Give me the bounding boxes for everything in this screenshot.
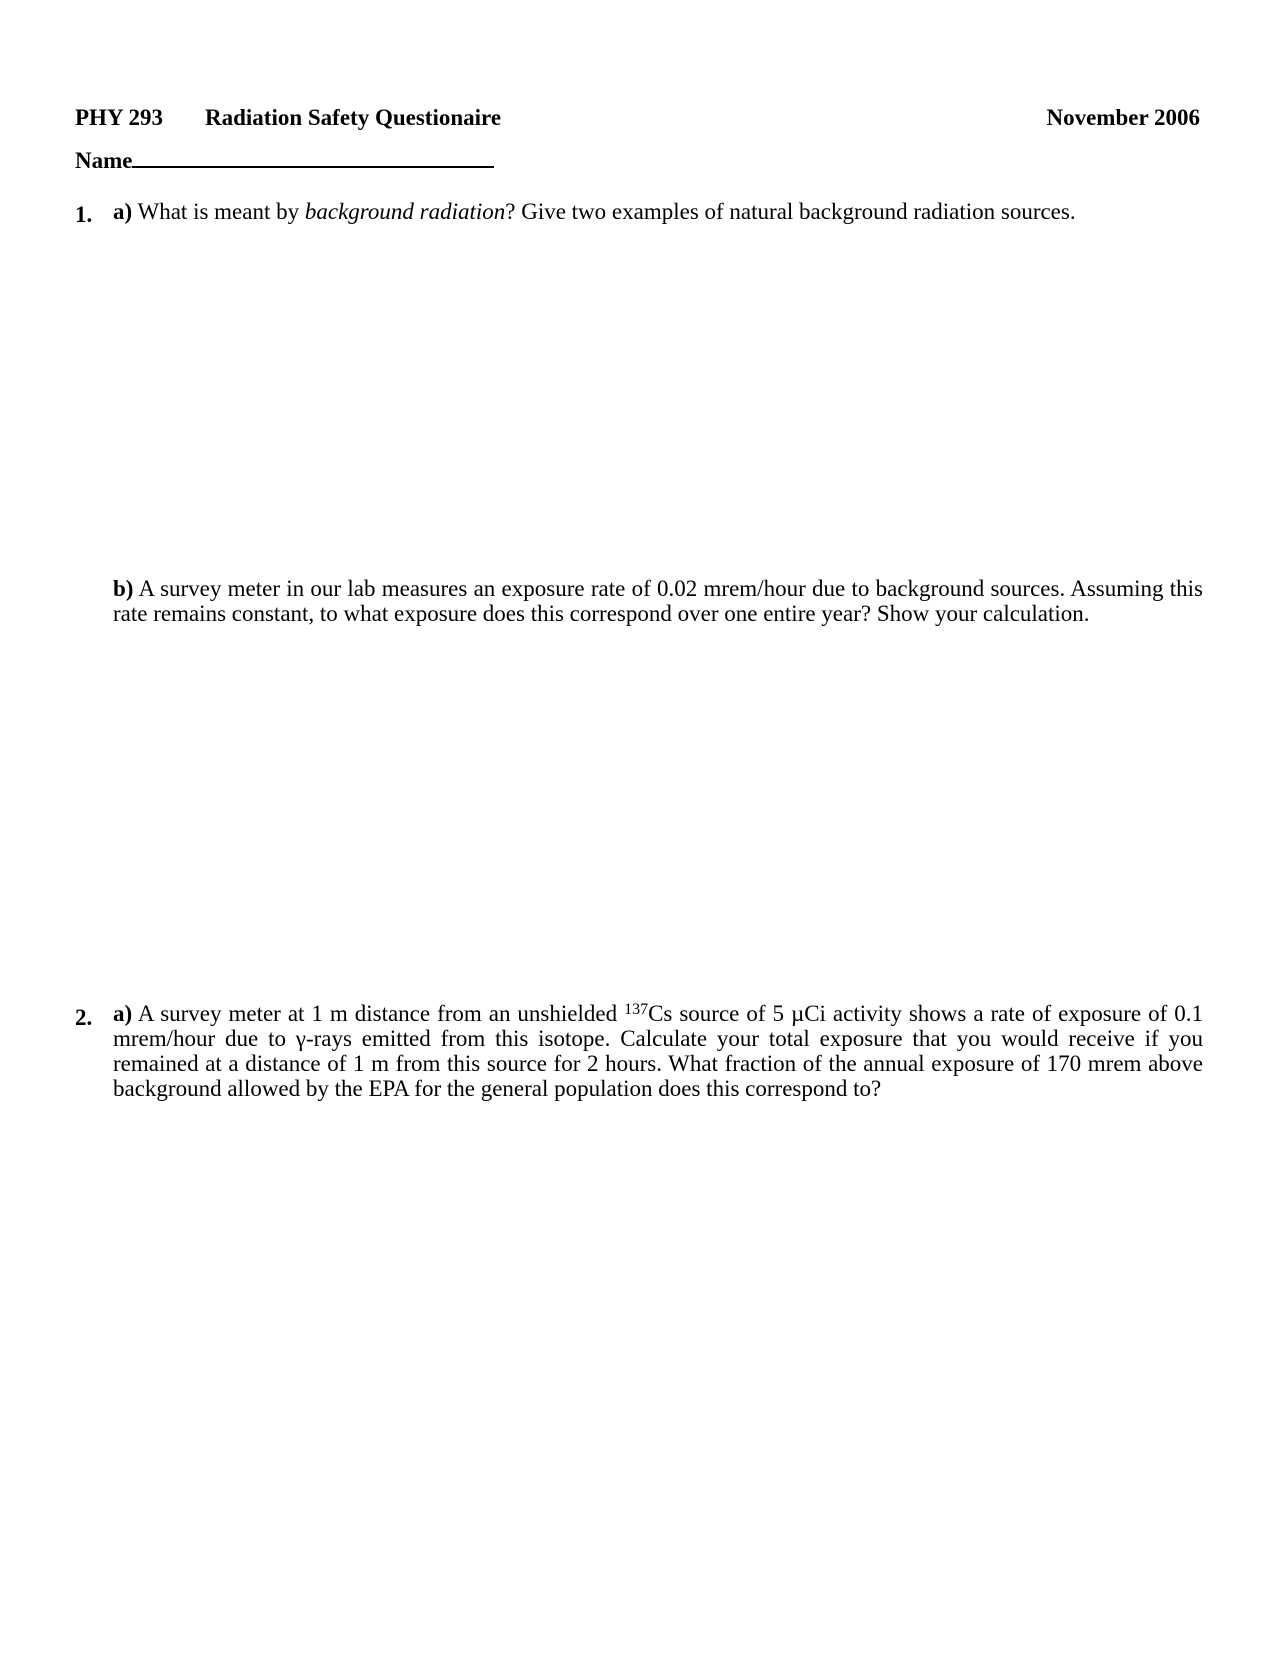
- name-field: [75, 148, 494, 172]
- question-text: ? Give two examples of natural background radiation sources.: [505, 199, 1076, 224]
- part-label: a): [113, 199, 133, 224]
- name-label: Name: [75, 148, 133, 173]
- question-1a: [113, 199, 1203, 224]
- course-code: PHY 293: [75, 105, 163, 130]
- question-text: Cs source of 5 µCi activity shows a rate of exposure of 0.1 mrem/hour due to γ-rays emitted from this isotope. Calculate your total exposure that you would receive if you remained at a distance of 1 m from this source for 2 hours. What fraction of the annual exposure of 170 mrem above background allowed by the EPA for the general population does this correspond to?: [113, 1001, 1203, 1101]
- question-text: What is meant by: [132, 199, 305, 224]
- document-date: November 2006: [1046, 105, 1200, 130]
- question-text: A survey meter at 1 m distance from an unshielded: [132, 1001, 625, 1026]
- emphasis-term: background radiation: [304, 199, 506, 224]
- document-title: Radiation Safety Questionaire: [205, 105, 502, 130]
- part-label: b): [113, 576, 134, 601]
- isotope-mass-number: 137: [624, 1001, 649, 1018]
- question-2a: [113, 1001, 1203, 1101]
- question-text: A survey meter in our lab measures an exposure rate of 0.02 mrem/hour due to background sources. Assuming this rate remains constant, to what exposure does this correspond over one entire year? Show your calculation.: [113, 576, 1203, 626]
- question-2-number: 2.: [75, 1005, 93, 1030]
- part-label: a): [113, 1001, 133, 1026]
- question-1b: [113, 576, 1203, 626]
- name-blank-line: [132, 148, 494, 168]
- question-1-number: 1.: [75, 202, 93, 227]
